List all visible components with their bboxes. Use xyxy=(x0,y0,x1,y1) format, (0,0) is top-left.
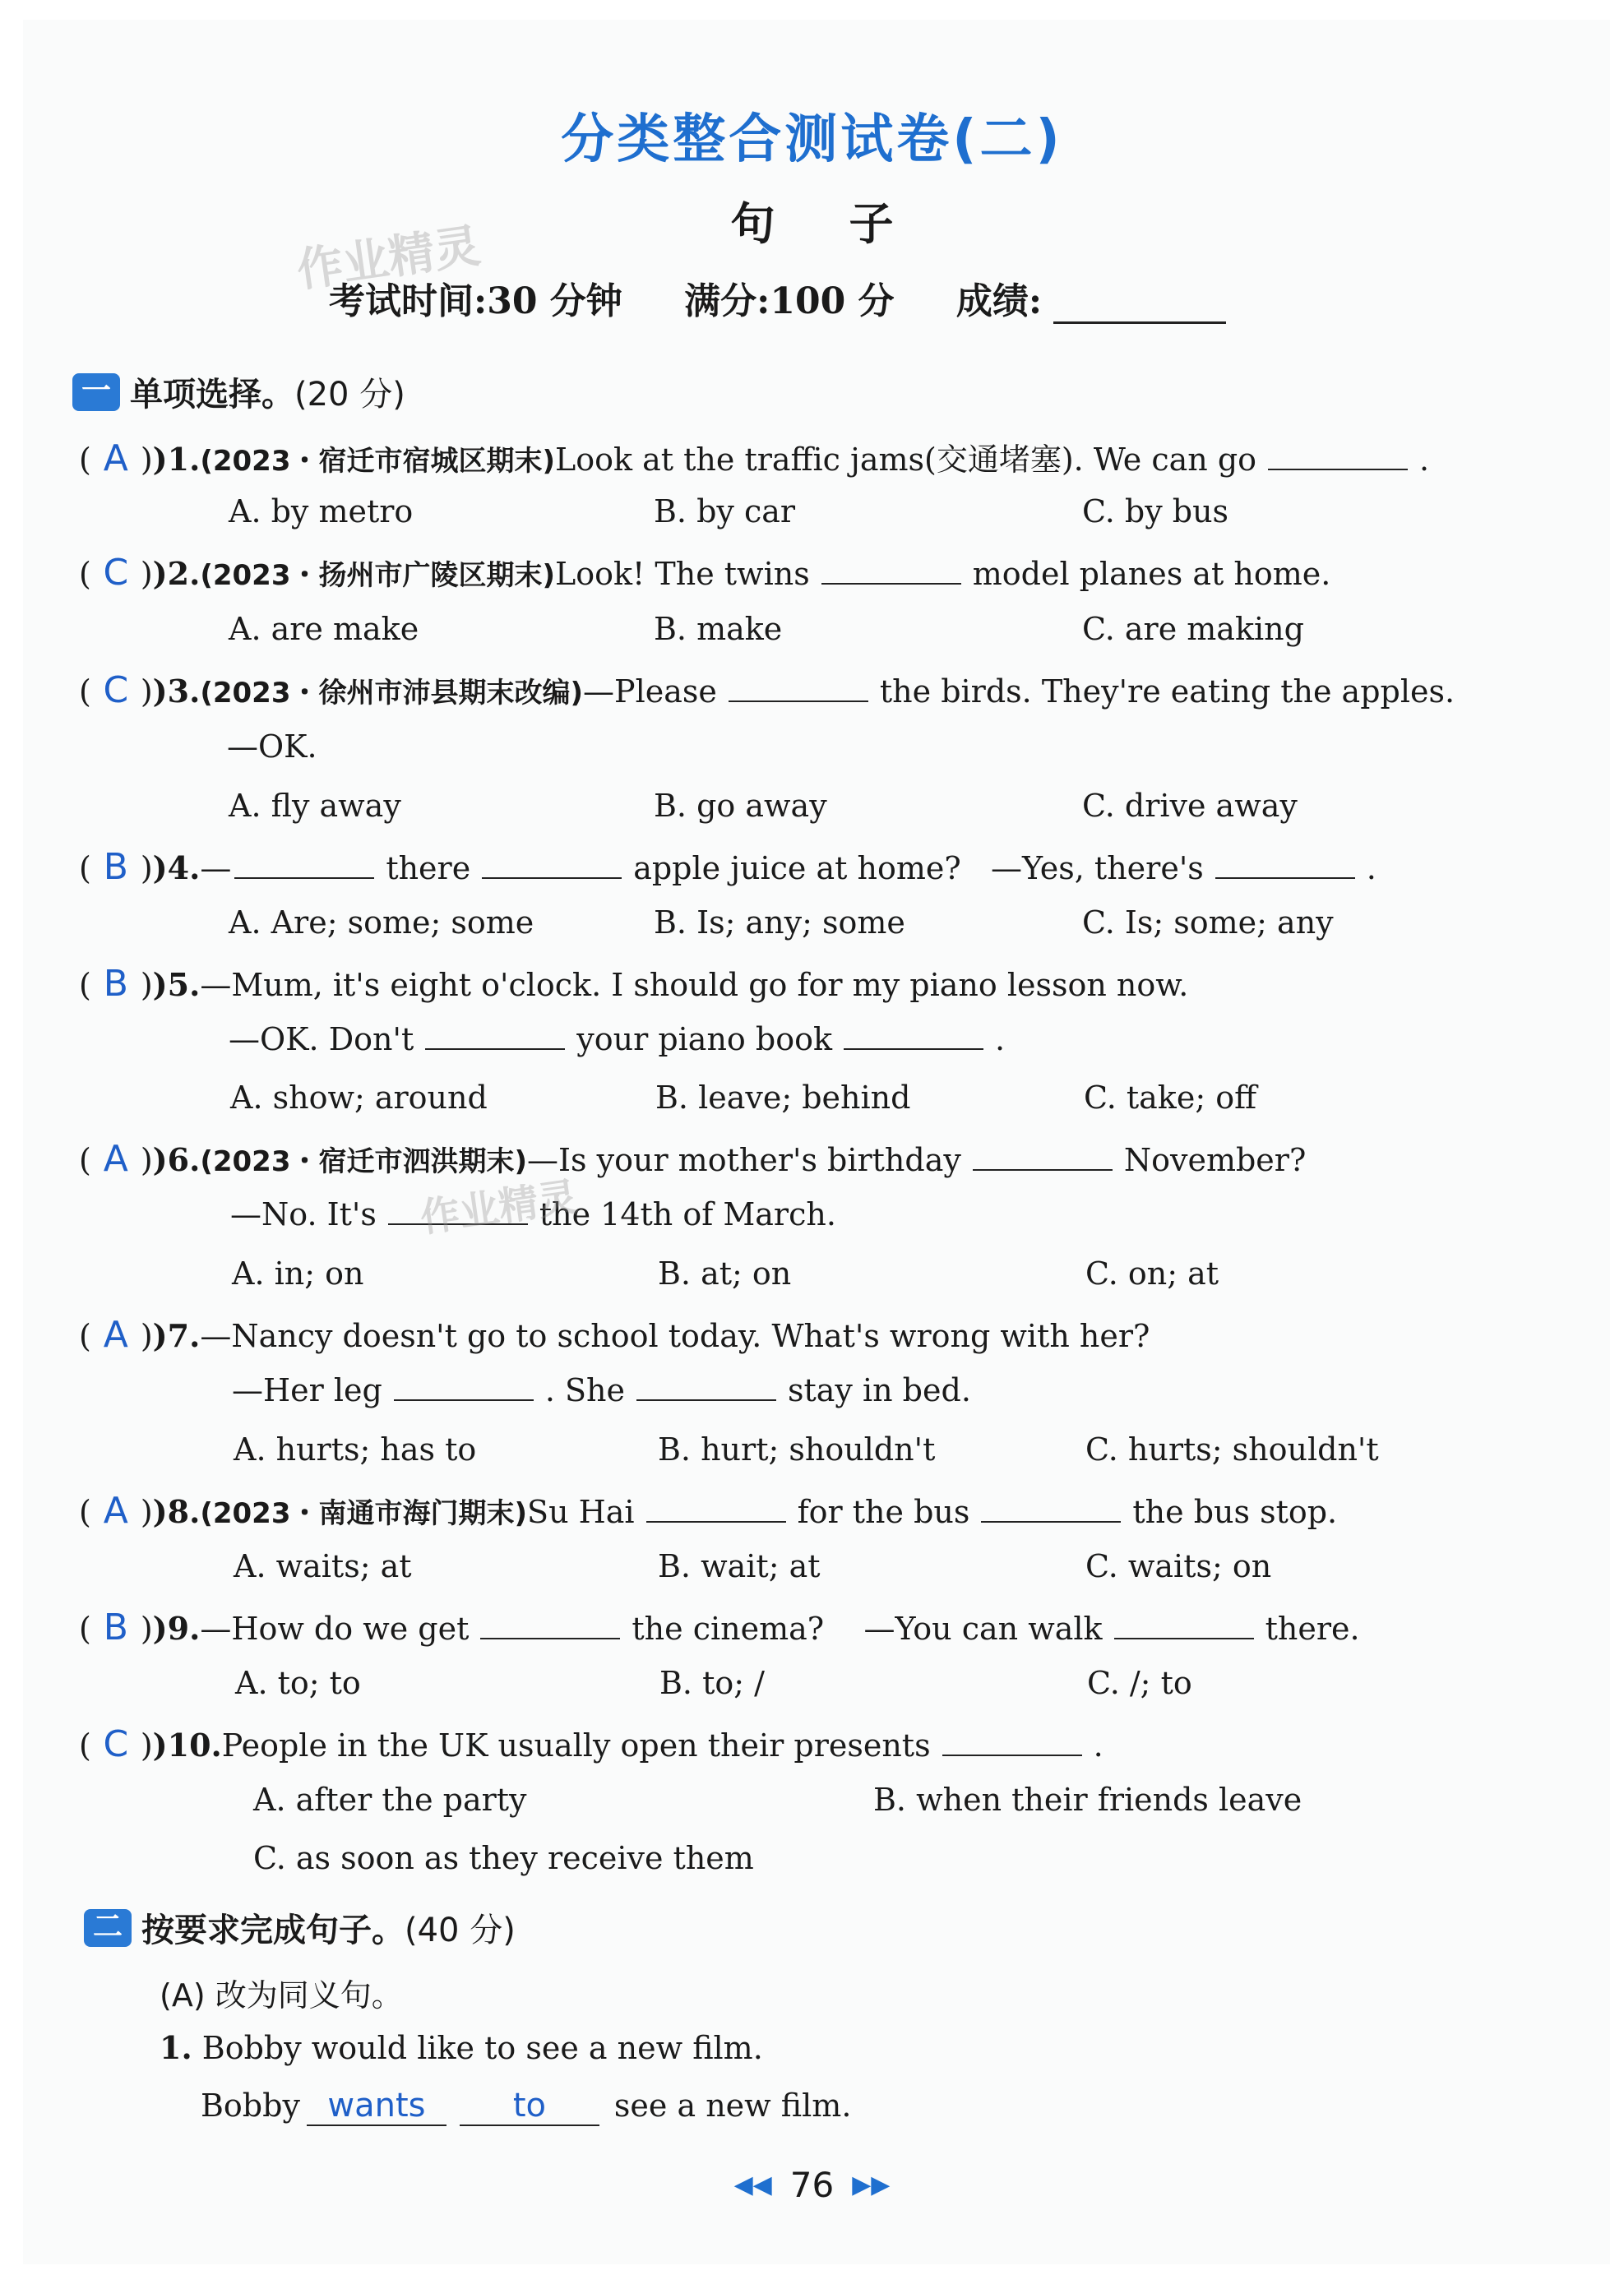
question-7: ( A ))7.—Nancy doesn't go to school today. What's wrong with her? xyxy=(79,1314,1150,1356)
page-subtitle: 句子 xyxy=(730,198,968,250)
question-number: )10. xyxy=(152,1727,222,1764)
option-c: C. hurts; shouldn't xyxy=(1085,1431,1379,1468)
answer-blank xyxy=(1268,444,1408,470)
question-stem-end: model planes at home. xyxy=(972,556,1331,592)
section-two-heading xyxy=(84,1904,516,1951)
question-stem: there xyxy=(386,850,471,886)
option-b: B. by car xyxy=(654,493,796,529)
question-source: (2023・扬州市广陵区期末) xyxy=(200,559,556,592)
line-text: —OK. Don't xyxy=(229,1021,414,1057)
option-c: C. drive away xyxy=(1082,788,1298,824)
question-8: ( A ))8.(2023・南通市海门期末)Su Hai for the bus the bus stop. xyxy=(79,1490,1338,1532)
question-stem: —Is your mother's birthday xyxy=(527,1142,961,1178)
question-number: )1. xyxy=(152,441,201,478)
section-title: 按要求完成句子。 xyxy=(141,1912,405,1949)
question-number: )5. xyxy=(152,966,201,1003)
question-number: )9. xyxy=(152,1610,201,1647)
next-arrow-icon: ▶▶ xyxy=(852,2171,891,2199)
option-c: C. take; off xyxy=(1084,1080,1257,1116)
option-c: C. are making xyxy=(1082,611,1304,647)
option-a: A. waits; at xyxy=(234,1548,412,1584)
answer-blank xyxy=(821,558,961,585)
sentence-number: 1. xyxy=(160,2029,192,2066)
option-a: A. Are; some; some xyxy=(229,904,534,941)
option-b: B. when their friends leave xyxy=(873,1782,1302,1818)
question-stem: —How do we get xyxy=(200,1611,470,1647)
exam-meta xyxy=(329,271,1226,324)
answer-mark: A xyxy=(103,1314,128,1356)
option-b: B. leave; behind xyxy=(655,1080,911,1116)
question-stem: for the bus xyxy=(797,1494,970,1530)
answer-blank xyxy=(234,853,374,879)
question-stem: Look at the traffic jams(交通堵塞). We can go xyxy=(555,442,1257,478)
question-stem: apple juice at home? xyxy=(633,850,961,886)
line-text: —Her leg xyxy=(232,1372,382,1408)
question-2: ( C ))2.(2023・扬州市广陵区期末)Look! The twins model planes at home. xyxy=(79,552,1331,594)
question-source: (2023・南通市海门期末) xyxy=(200,1497,528,1530)
question-stem: Su Hai xyxy=(527,1494,635,1530)
section-score: (20 分) xyxy=(294,376,405,414)
option-a: A. hurts; has to xyxy=(234,1431,477,1468)
answer-blank xyxy=(942,1730,1082,1756)
question-stem: People in the UK usually open their presents xyxy=(221,1727,931,1764)
answer-blank xyxy=(482,853,622,879)
sentence-1 xyxy=(160,2029,763,2066)
answer-blank xyxy=(480,1613,620,1639)
answer-blank xyxy=(973,1144,1113,1171)
answer-blank xyxy=(636,1375,776,1401)
sentence-text: Bobby would like to see a new film. xyxy=(201,2030,763,2066)
answer-mark: B xyxy=(103,963,128,1005)
option-b: B. wait; at xyxy=(658,1548,821,1584)
watermark: 作业精灵 xyxy=(417,1173,581,1242)
question-stem: the cinema? xyxy=(632,1611,825,1647)
section-badge: 一 xyxy=(72,373,120,411)
option-c: C. as soon as they receive them xyxy=(253,1840,754,1876)
exam-time: 考试时间:30 分钟 xyxy=(329,280,622,322)
question-number: )3. xyxy=(152,673,201,710)
line-text: stay in bed. xyxy=(788,1372,971,1408)
question-stem: —Mum, it's eight o'clock. I should go for my piano lesson now. xyxy=(200,967,1189,1003)
question-stem-end: the bus stop. xyxy=(1132,1494,1338,1530)
question-stem-end: . xyxy=(1419,442,1430,478)
question-number: )8. xyxy=(152,1493,201,1530)
question-number: )7. xyxy=(152,1317,201,1354)
question-stem: — xyxy=(200,850,232,886)
line-text: Bobby xyxy=(201,2088,300,2124)
option-c: C. Is; some; any xyxy=(1082,904,1334,941)
answer-blank xyxy=(394,1375,534,1401)
option-a: A. after the party xyxy=(253,1782,527,1818)
filled-answer: wants xyxy=(307,2087,446,2126)
answer-mark: A xyxy=(103,1138,128,1180)
answer-mark: C xyxy=(103,669,129,711)
answer-mark: C xyxy=(103,1723,129,1765)
option-c: C. /; to xyxy=(1087,1665,1192,1701)
option-b: B. at; on xyxy=(658,1255,792,1292)
option-a: A. show; around xyxy=(230,1080,488,1116)
section-title: 单项选择。 xyxy=(130,376,294,414)
answer-mark: B xyxy=(103,846,128,888)
question-4: ( B ))4.— there apple juice at home? —Yes, there's . xyxy=(79,846,1376,888)
score-label: 成绩: xyxy=(955,280,1043,322)
question-stem: —Nancy doesn't go to school today. What's wrong with her? xyxy=(200,1318,1150,1354)
line-text: see a new film. xyxy=(613,2088,852,2124)
page-footer xyxy=(0,2162,1624,2205)
section-one-heading xyxy=(72,368,405,415)
option-b: B. go away xyxy=(654,788,827,824)
question-number: )2. xyxy=(152,555,201,592)
answer-blank xyxy=(1215,853,1355,879)
answer-blank xyxy=(844,1024,983,1050)
question-source: (2023・宿迁市宿城区期末) xyxy=(200,445,556,478)
sentence-1-answer xyxy=(201,2087,851,2126)
option-b: B. to; / xyxy=(659,1665,765,1701)
question-line xyxy=(232,1372,971,1408)
question-number: )4. xyxy=(152,849,201,886)
question-3: ( C ))3.(2023・徐州市沛县期末改编)—Please the birds. They're eating the apples. xyxy=(79,669,1455,711)
option-a: A. are make xyxy=(229,611,419,647)
question-line: —OK. xyxy=(227,728,317,765)
question-9: ( B ))9.—How do we get the cinema? —You can walk there. xyxy=(79,1607,1360,1648)
question-stem: Look! The twins xyxy=(555,556,810,592)
answer-blank xyxy=(646,1496,786,1523)
option-c: C. on; at xyxy=(1085,1255,1219,1292)
question-stem-end: . xyxy=(1093,1727,1103,1764)
line-text: the 14th of March. xyxy=(539,1196,836,1232)
score-blank xyxy=(1053,289,1226,324)
page-title: 分类整合测试卷(二) xyxy=(561,109,1063,170)
watermark: 作业精灵 xyxy=(294,219,484,298)
question-stem-end: the birds. They're eating the apples. xyxy=(879,673,1455,710)
line-text: —No. It's xyxy=(230,1196,377,1232)
full-score: 满分:100 分 xyxy=(684,280,895,322)
question-stem-end: November? xyxy=(1123,1142,1307,1178)
question-source: (2023・宿迁市泗洪期末) xyxy=(200,1145,528,1178)
answer-blank xyxy=(981,1496,1121,1523)
question-stem: —You can walk xyxy=(863,1611,1103,1647)
prev-arrow-icon: ◀◀ xyxy=(733,2171,772,2199)
option-a: A. to; to xyxy=(235,1665,361,1701)
option-b: B. Is; any; some xyxy=(654,904,905,941)
question-line xyxy=(229,1021,1005,1057)
answer-blank xyxy=(425,1024,565,1050)
answer-mark: C xyxy=(103,552,129,594)
page-number: 76 xyxy=(789,2165,835,2205)
question-5: ( B ))5.—Mum, it's eight o'clock. I should go for my piano lesson now. xyxy=(79,963,1189,1005)
option-c: C. by bus xyxy=(1082,493,1229,529)
option-c: C. waits; on xyxy=(1085,1548,1272,1584)
question-6: ( A ))6.(2023・宿迁市泗洪期末)—Is your mother's birthday November? xyxy=(79,1138,1307,1180)
answer-mark: A xyxy=(103,437,128,479)
answer-mark: A xyxy=(103,1490,128,1532)
section-score: (40 分) xyxy=(405,1912,516,1949)
option-a: A. in; on xyxy=(232,1255,364,1292)
question-1: ( A ))1.(2023・宿迁市宿城区期末)Look at the traffic jams(交通堵塞). We can go . xyxy=(79,437,1430,479)
option-b: B. hurt; shouldn't xyxy=(658,1431,936,1468)
question-stem: —Please xyxy=(583,673,717,710)
section-badge: 二 xyxy=(84,1909,132,1947)
question-stem: —Yes, there's xyxy=(991,850,1204,886)
part-a-heading: (A) 改为同义句。 xyxy=(160,1977,403,2014)
option-b: B. make xyxy=(654,611,783,647)
answer-blank xyxy=(729,676,868,702)
question-source: (2023・徐州市沛县期末改编) xyxy=(200,677,584,710)
question-number: )6. xyxy=(152,1141,201,1178)
question-stem-end: there. xyxy=(1265,1611,1360,1647)
line-text: . xyxy=(995,1021,1006,1057)
option-a: A. fly away xyxy=(229,788,401,824)
line-text: . She xyxy=(544,1372,625,1408)
line-text: your piano book xyxy=(576,1021,832,1057)
answer-blank xyxy=(1114,1613,1254,1639)
question-stem-end: . xyxy=(1366,850,1376,886)
option-a: A. by metro xyxy=(229,493,414,529)
filled-answer: to xyxy=(460,2087,599,2126)
answer-mark: B xyxy=(103,1607,128,1648)
question-10: ( C ))10.People in the UK usually open their presents . xyxy=(79,1723,1103,1765)
